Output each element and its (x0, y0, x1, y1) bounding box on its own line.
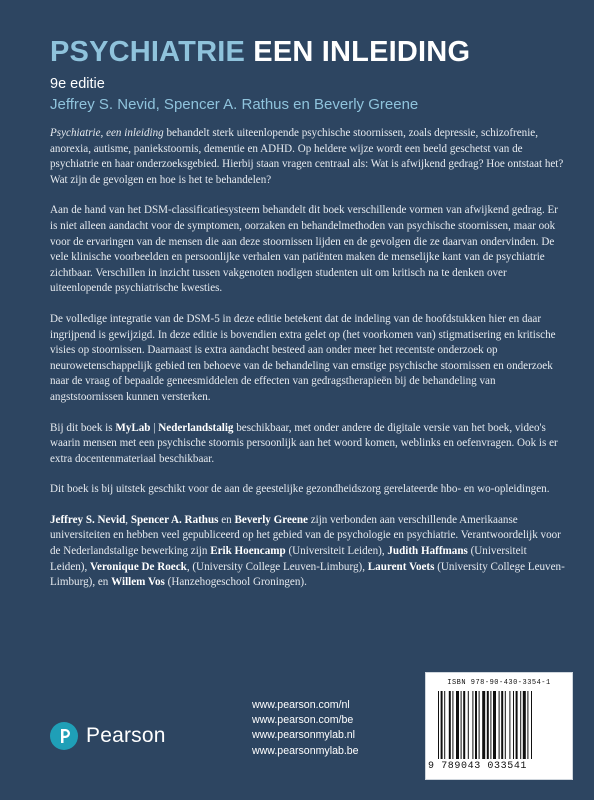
link-mylab-be[interactable]: www.pearsonmylab.be (252, 744, 359, 757)
authors-text-6: (Hanzehogeschool Groningen). (164, 576, 307, 589)
edition-label: 9e editie (50, 76, 105, 92)
authors-text-2: (Universiteit Leiden), (285, 545, 388, 558)
editor-de-roeck: Veronique De Roeck (90, 560, 187, 573)
book-title (50, 36, 570, 69)
title-part-inleiding: EEN INLEIDING (253, 36, 471, 68)
paragraph-mylab (50, 421, 566, 468)
paragraph-authors (50, 513, 566, 591)
mylab-post: beschikbaar, met onder andere de digitale versie van het boek, video's waarin mensen met een psychische stoornis persoonlijk aan het woord komen, weblinks en oefenvragen. Ook is er extra docentenmateriaal beschikbaar. (50, 421, 558, 465)
mylab-name: MyLab (115, 421, 151, 434)
barcode-bars (436, 691, 562, 759)
title-part-psychiatrie: PSYCHIATRIE (50, 36, 246, 68)
publisher-name: Pearson (86, 724, 166, 747)
paragraph-intro (50, 126, 566, 188)
link-mylab-nl[interactable]: www.pearsonmylab.nl (252, 729, 356, 742)
pearson-logo (50, 722, 166, 750)
isbn-label: ISBN 978-90-430-3354-1 (447, 679, 551, 687)
barcode-digits: 9 789043 033541 (428, 761, 528, 772)
publisher-links (252, 698, 359, 759)
blurb-text (50, 126, 566, 606)
authors-text-1: zijn verbonden aan verschillende Amerikaanse universiteiten en hebben veel gepubliceerd op het gebied van de psychologie en psychiatrie. Verantwoordelijk voor de Nederlandstalige bewerking zijn (50, 513, 561, 558)
paragraph-dsm5: De volledige integratie van de DSM-5 in deze editie betekent dat de indeling van de hoofdstukken hier en daar ingrijpend is gewijzigd. In deze editie is bovendien extra gelet op (het voorkomen van) stigmatisering en kritische visies op stoornissen. Daarnaast is extra aandacht besteed aan onder meer het recentste onderzoek op neurowetenschappelijk gebied ten behoeve van de behandeling van ernstige psychische stoornissen en onderzoek naar de vraag of bepaalde geneesmiddelen de effecten van gedragstherapieën bij de behandeling van angststoornissen kunnen versterken. (50, 312, 556, 403)
mylab-sep: | (150, 421, 159, 434)
author-rathus: Spencer A. Rathus (130, 513, 219, 526)
paragraph-audience: Dit boek is bij uitstek geschikt voor de aan de geestelijke gezondheidszorg gerelateerde hbo- en wo-opleidingen. (50, 483, 550, 496)
editor-hoencamp: Erik Hoencamp (210, 545, 286, 558)
author-sep-1: , (125, 513, 131, 526)
author-sep-2: en (218, 513, 235, 526)
editor-vos: Willem Vos (111, 576, 165, 589)
mylab-nl: Nederlandstalig (158, 421, 234, 434)
author-nevid: Jeffrey S. Nevid (50, 513, 126, 526)
pearson-p-icon (50, 722, 78, 750)
mylab-pre: Bij dit boek is (50, 421, 116, 434)
authors-text-4: , (University College Leuven-Limburg), (186, 560, 368, 573)
link-pearson-be[interactable]: www.pearson.com/be (252, 714, 354, 727)
editor-voets: Laurent Voets (367, 560, 435, 573)
author-greene: Beverly Greene (234, 513, 308, 526)
authors-line: Jeffrey S. Nevid, Spencer A. Rathus en Beverly Greene (50, 96, 419, 113)
title-italic: Psychiatrie, een inleiding (50, 127, 164, 139)
editor-haffmans: Judith Haffmans (387, 545, 468, 558)
paragraph-intro-text: behandelt sterk uiteenlopende psychische stoornissen, zoals depressie, schizofrenie, anorexia, autisme, paniekstoornis, dementie en ADHD. Op heldere wijze wordt een beeld geschetst van de psychiatrie en haar onderzoeksgebied. Hierbij staan vragen centraal als: Wat is afwijkend gedrag? Hoe ontstaat het? Wat zijn de gevolgen en hoe is het te behandelen? (50, 127, 564, 186)
link-pearson-nl[interactable]: www.pearson.com/nl (252, 699, 350, 711)
authors-text-5: (University College Leuven-Limburg), en (50, 560, 565, 589)
authors-text-3: (Universiteit Leiden), (50, 545, 527, 573)
isbn-barcode (425, 672, 573, 780)
paragraph-dsm: Aan de hand van het DSM-classificatiesysteem behandelt dit boek verschillende vormen van afwijkend gedrag. Er is niet alleen aandacht voor de symptomen, oorzaken en behandelmethoden van psychische stoornissen, maar ook voor de ervaringen van de mensen die aan deze stoornissen lijden en de gevolgen die ze daarvan ondervinden. De vele klinische voorbeelden en persoonlijke verhalen van patiënten maken de menselijke kant van de psychiatrie zichtbaar. Verschillen in inzicht tussen vakgenoten nodigen studenten uit om kritisch na te denken over uiteenlopende psychiatrische kwesties. (50, 204, 558, 295)
